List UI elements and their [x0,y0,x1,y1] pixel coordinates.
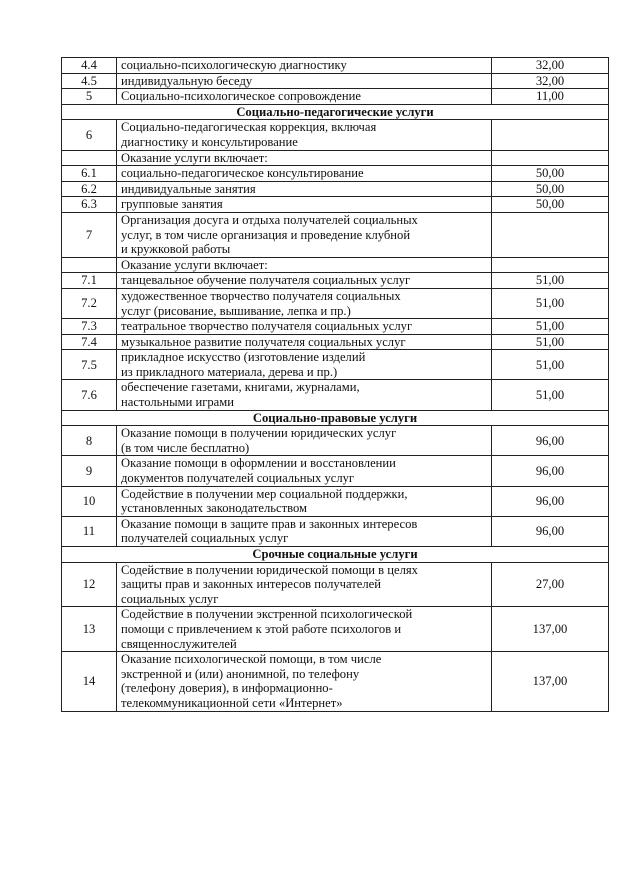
service-price: 51,00 [492,319,609,335]
section-header-row [62,104,609,120]
item-number: 5 [62,89,117,105]
service-name-line: индивидуальные занятия [121,181,256,196]
service-name [117,288,492,318]
service-name-line: телекоммуникационной сети «Интернет» [121,695,343,710]
service-price: 96,00 [492,456,609,486]
service-price: 96,00 [492,486,609,516]
service-name-line: Оказание услуги включает: [121,257,268,272]
table-row [62,73,609,89]
service-name-line: социальных услуг [121,591,219,606]
service-name-line: художественное творчество получателя социальных [121,288,401,303]
service-price: 51,00 [492,334,609,350]
service-name-line: защиты прав и законных интересов получателей [121,577,381,592]
service-name-line: Организация досуга и отдыха получателей социальных [121,212,418,227]
item-number: 9 [62,456,117,486]
service-name-line: установленных законодательством [121,501,307,516]
item-number: 7.4 [62,334,117,350]
service-price: 51,00 [492,380,609,410]
table-row [62,516,609,546]
table-row [62,288,609,318]
service-name-line: Содействие в получении юридической помощи в целях [121,562,418,577]
service-price: 50,00 [492,197,609,213]
service-name [117,380,492,410]
service-name-line: получателей социальных услуг [121,531,289,546]
service-name-line: обеспечение газетами, книгами, журналами, [121,380,360,395]
service-name-line: танцевальное обучение получателя социальных услуг [121,273,411,288]
table-row [62,456,609,486]
item-number: 4.4 [62,58,117,74]
service-name-line: Оказание помощи в оформлении и восстановлении [121,456,396,471]
table-row [62,380,609,410]
service-name-line: музыкальное развитие получателя социальных услуг [121,334,406,349]
service-name [117,273,492,289]
table-row [62,334,609,350]
service-price: 51,00 [492,273,609,289]
item-number: 7.6 [62,380,117,410]
section-header-row [62,547,609,563]
section-header-row [62,410,609,426]
service-price: 50,00 [492,166,609,182]
service-price: 32,00 [492,58,609,74]
service-name-line: Социально-психологическое сопровождение [121,89,361,104]
item-number: 6.2 [62,181,117,197]
table-row [62,319,609,335]
service-price: 96,00 [492,516,609,546]
service-name [117,197,492,213]
item-number: 10 [62,486,117,516]
service-name-line: услуг (рисование, вышивание, лепка и пр.) [121,303,351,318]
item-number: 7.3 [62,319,117,335]
service-name [117,350,492,380]
service-name-line: священнослужителей [121,636,237,651]
table-row [62,350,609,380]
service-name-line: документов получателей социальных услуг [121,471,355,486]
service-name-line: социально-психологическую диагностику [121,58,347,72]
service-name [117,257,492,273]
services-price-table [61,57,609,712]
service-name [117,212,492,257]
service-name-line: Оказание психологической помощи, в том числе [121,652,382,667]
item-number: 7 [62,212,117,257]
service-price: 27,00 [492,562,609,607]
service-name [117,562,492,607]
service-name [117,181,492,197]
service-price: 51,00 [492,350,609,380]
service-name [117,607,492,652]
table-row [62,607,609,652]
table-row [62,197,609,213]
service-price: 51,00 [492,288,609,318]
section-title: Социально-правовые услуги [62,410,609,426]
service-name-line: помощи с привлечением к этой работе психологов и [121,621,402,636]
service-name-line: из прикладного материала, дерева и пр.) [121,364,338,379]
table-row [62,150,609,166]
service-name-line: услуг, в том числе организация и проведение клубной [121,227,411,242]
service-name [117,89,492,105]
service-name-line: Оказание помощи в получении юридических услуг [121,426,397,441]
service-name-line: Содействие в получении мер социальной поддержки, [121,486,408,501]
service-price: 137,00 [492,652,609,711]
service-name-line: прикладное искусство (изготовление изделий [121,350,366,365]
service-price: 32,00 [492,73,609,89]
service-name [117,426,492,456]
service-price: 50,00 [492,181,609,197]
service-name [117,334,492,350]
service-name-line: диагностику и консультирование [121,134,298,149]
service-name [117,486,492,516]
service-name-line: (телефону доверия), в информационно- [121,681,333,696]
table-row [62,166,609,182]
service-price [492,150,609,166]
item-number: 7.2 [62,288,117,318]
item-number: 12 [62,562,117,607]
item-number: 4.5 [62,73,117,89]
table-row [62,58,609,74]
service-name-line: настольными играми [121,395,234,410]
service-name [117,319,492,335]
table-row [62,120,609,150]
service-name-line: (в том числе бесплатно) [121,440,250,455]
item-number: 7.5 [62,350,117,380]
service-name [117,166,492,182]
service-name [117,58,492,74]
service-price [492,120,609,150]
service-name-line: социально-педагогическое консультирование [121,166,364,181]
item-number [62,150,117,166]
item-number: 13 [62,607,117,652]
service-name [117,120,492,150]
service-name [117,652,492,711]
item-number: 8 [62,426,117,456]
service-name-line: групповые занятия [121,197,223,212]
service-name [117,150,492,166]
table-row [62,89,609,105]
service-name-line: Социально-педагогическая коррекция, включая [121,120,377,135]
section-title: Социально-педагогические услуги [62,104,609,120]
section-title: Срочные социальные услуги [62,547,609,563]
table-row [62,426,609,456]
service-price [492,257,609,273]
service-name-line: Оказание услуги включает: [121,150,268,165]
item-number: 6 [62,120,117,150]
item-number: 6.3 [62,197,117,213]
service-name-line: Оказание помощи в защите прав и законных интересов [121,516,418,531]
service-name [117,516,492,546]
service-name [117,456,492,486]
service-price: 96,00 [492,426,609,456]
item-number: 14 [62,652,117,711]
table-row [62,257,609,273]
table-row [62,212,609,257]
item-number: 6.1 [62,166,117,182]
item-number: 7.1 [62,273,117,289]
table-body [62,58,609,712]
table-row [62,562,609,607]
service-name-line: экстренной и (или) анонимной, по телефону [121,666,360,681]
item-number [62,257,117,273]
service-price [492,212,609,257]
service-price: 11,00 [492,89,609,105]
table-row [62,273,609,289]
service-name-line: и кружковой работы [121,242,231,257]
service-name-line: театральное творчество получателя социальных услуг [121,319,413,334]
service-name-line: Содействие в получении экстренной психологической [121,607,413,622]
table-row [62,181,609,197]
service-price: 137,00 [492,607,609,652]
table-row [62,652,609,711]
item-number: 11 [62,516,117,546]
service-name-line: индивидуальную беседу [121,73,253,88]
table-row [62,486,609,516]
service-name [117,73,492,89]
